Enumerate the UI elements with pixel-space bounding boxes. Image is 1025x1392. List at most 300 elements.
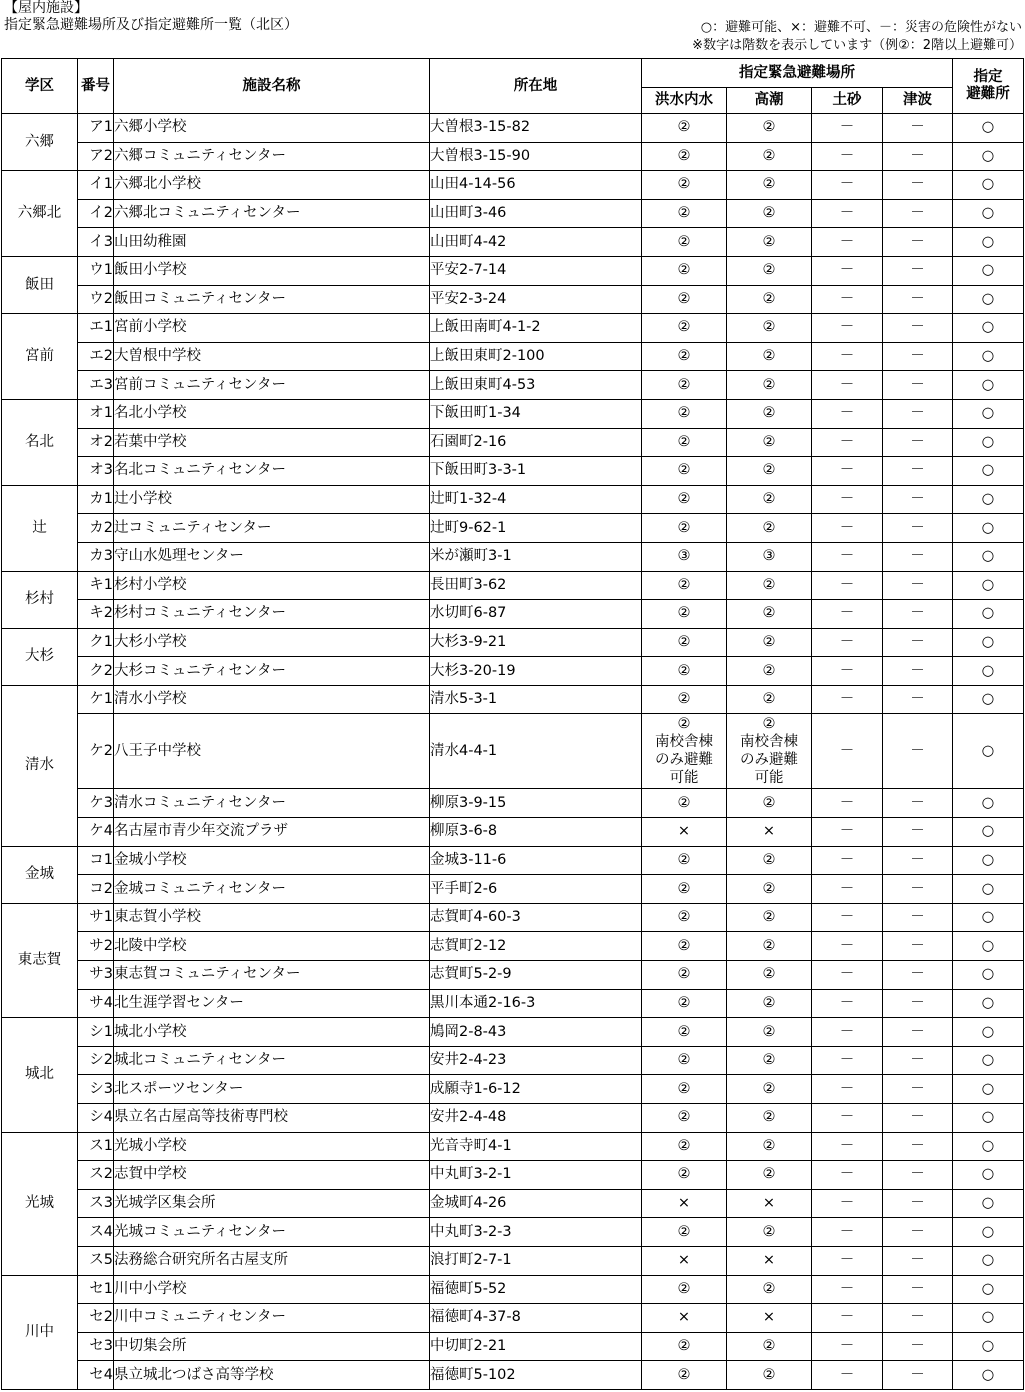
storm-surge-status: × <box>727 1189 812 1218</box>
col-address: 所在地 <box>430 59 642 114</box>
facility-number: カ1 <box>78 485 114 514</box>
flood-status: ② <box>642 314 727 343</box>
table-row <box>2 1304 1024 1333</box>
table-row <box>2 789 1024 818</box>
storm-surge-status: ② <box>727 1161 812 1190</box>
district-cell: 六郷 <box>2 114 78 171</box>
col-landslide: 土砂 <box>812 88 883 114</box>
storm-surge-status: ② <box>727 657 812 686</box>
page-title: 指定緊急避難場所及び指定避難所一覧（北区） <box>4 17 298 33</box>
col-storm-surge: 高潮 <box>727 88 812 114</box>
district-cell: 清水 <box>2 685 78 846</box>
table-row <box>2 1075 1024 1104</box>
facility-name: 宮前小学校 <box>114 314 430 343</box>
flood-status: ② <box>642 457 727 486</box>
storm-surge-status: × <box>727 1246 812 1275</box>
facility-address: 石園町2-16 <box>430 428 642 457</box>
designated-shelter-status: ○ <box>953 846 1024 875</box>
storm-surge-status: ② <box>727 1132 812 1161</box>
facility-number: ウ2 <box>78 285 114 314</box>
section-label: 【屋内施設】 <box>4 0 88 16</box>
landslide-status: － <box>812 789 883 818</box>
table-row <box>2 600 1024 629</box>
facility-number: サ3 <box>78 961 114 990</box>
landslide-status: － <box>812 1161 883 1190</box>
storm-surge-status: ② <box>727 1075 812 1104</box>
facility-address: 水切町6-87 <box>430 600 642 629</box>
table-row <box>2 1361 1024 1390</box>
flood-status: ② <box>642 1046 727 1075</box>
landslide-status: － <box>812 657 883 686</box>
facility-address: 安井2-4-48 <box>430 1104 642 1133</box>
storm-surge-status: ② <box>727 256 812 285</box>
flood-status: ② <box>642 1361 727 1390</box>
designated-shelter-status: ○ <box>953 542 1024 571</box>
landslide-status: － <box>812 1189 883 1218</box>
designated-shelter-status: ○ <box>953 1189 1024 1218</box>
designated-shelter-status: ○ <box>953 1161 1024 1190</box>
col-number: 番号 <box>78 59 114 114</box>
facility-number: シ3 <box>78 1075 114 1104</box>
table-row <box>2 571 1024 600</box>
facility-address: 上飯田東町4-53 <box>430 371 642 400</box>
designated-shelter-status: ○ <box>953 1018 1024 1047</box>
designated-shelter-status: ○ <box>953 961 1024 990</box>
tsunami-status: － <box>883 256 953 285</box>
designated-shelter-status: ○ <box>953 1218 1024 1247</box>
facility-name: 北スポーツセンター <box>114 1075 430 1104</box>
table-row <box>2 256 1024 285</box>
designated-shelter-status: ○ <box>953 1132 1024 1161</box>
table-row <box>2 514 1024 543</box>
table-row <box>2 285 1024 314</box>
table-row <box>2 399 1024 428</box>
facility-number: ク1 <box>78 628 114 657</box>
tsunami-status: － <box>883 1246 953 1275</box>
district-cell: 杉村 <box>2 571 78 628</box>
designated-shelter-status: ○ <box>953 199 1024 228</box>
district-cell: 辻 <box>2 485 78 571</box>
facility-number: サ1 <box>78 903 114 932</box>
tsunami-status: － <box>883 114 953 143</box>
facility-address: 光音寺町4-1 <box>430 1132 642 1161</box>
landslide-status: － <box>812 903 883 932</box>
table-row <box>2 314 1024 343</box>
storm-surge-status: ③ <box>727 542 812 571</box>
landslide-status: － <box>812 1104 883 1133</box>
table-header <box>2 59 1024 114</box>
flood-status: ② <box>642 256 727 285</box>
landslide-status: － <box>812 714 883 789</box>
landslide-status: － <box>812 371 883 400</box>
table-row <box>2 932 1024 961</box>
col-emergency-group: 指定緊急避難場所 <box>642 59 953 88</box>
flood-status: ② <box>642 514 727 543</box>
designated-shelter-status: ○ <box>953 657 1024 686</box>
facility-name: 志賀中学校 <box>114 1161 430 1190</box>
storm-surge-status: ② <box>727 571 812 600</box>
table-row <box>2 342 1024 371</box>
landslide-status: － <box>812 846 883 875</box>
table-row <box>2 1104 1024 1133</box>
facility-name: 光城小学校 <box>114 1132 430 1161</box>
table-row <box>2 875 1024 904</box>
facility-number: サ2 <box>78 932 114 961</box>
facility-name: 杉村コミュニティセンター <box>114 600 430 629</box>
table-row <box>2 903 1024 932</box>
tsunami-status: － <box>883 1018 953 1047</box>
flood-status: × <box>642 1189 727 1218</box>
table-row <box>2 542 1024 571</box>
storm-surge-status: ② <box>727 314 812 343</box>
table-row <box>2 199 1024 228</box>
facility-address: 安井2-4-23 <box>430 1046 642 1075</box>
table-row <box>2 171 1024 200</box>
facility-number: カ2 <box>78 514 114 543</box>
designated-shelter-status: ○ <box>953 1332 1024 1361</box>
facility-address: 鳩岡2-8-43 <box>430 1018 642 1047</box>
facility-number: シ2 <box>78 1046 114 1075</box>
district-cell: 宮前 <box>2 314 78 400</box>
landslide-status: － <box>812 342 883 371</box>
flood-status: ② <box>642 171 727 200</box>
facility-address: 上飯田南町4-1-2 <box>430 314 642 343</box>
flood-status: ② <box>642 1104 727 1133</box>
facility-name: 大杉コミュニティセンター <box>114 657 430 686</box>
district-cell: 金城 <box>2 846 78 903</box>
landslide-status: － <box>812 628 883 657</box>
facility-address: 中切町2-21 <box>430 1332 642 1361</box>
flood-status: ② <box>642 114 727 143</box>
table-row <box>2 371 1024 400</box>
storm-surge-status: ② <box>727 485 812 514</box>
flood-status: ② <box>642 932 727 961</box>
table-row <box>2 989 1024 1018</box>
facility-number: コ2 <box>78 875 114 904</box>
storm-surge-status: × <box>727 1304 812 1333</box>
designated-shelter-status: ○ <box>953 571 1024 600</box>
flood-status: ② <box>642 903 727 932</box>
storm-surge-status: × <box>727 818 812 847</box>
tsunami-status: － <box>883 428 953 457</box>
facility-name: 名北コミュニティセンター <box>114 457 430 486</box>
landslide-status: － <box>812 514 883 543</box>
designated-shelter-status: ○ <box>953 428 1024 457</box>
tsunami-status: － <box>883 789 953 818</box>
landslide-status: － <box>812 600 883 629</box>
col-tsunami: 津波 <box>883 88 953 114</box>
facility-number: キ2 <box>78 600 114 629</box>
table-row <box>2 142 1024 171</box>
facility-number: エ3 <box>78 371 114 400</box>
table-row <box>2 1161 1024 1190</box>
tsunami-status: － <box>883 989 953 1018</box>
table-row <box>2 114 1024 143</box>
landslide-status: － <box>812 989 883 1018</box>
storm-surge-status: ② <box>727 932 812 961</box>
facility-number: セ1 <box>78 1275 114 1304</box>
facility-address: 浪打町2-7-1 <box>430 1246 642 1275</box>
tsunami-status: － <box>883 142 953 171</box>
symbol-legend: ○：避難可能、×：避難不可、－：災害の危険性がない <box>700 20 1022 35</box>
table-row <box>2 657 1024 686</box>
flood-status: ② <box>642 199 727 228</box>
storm-surge-status: ② <box>727 1332 812 1361</box>
facility-address: 下飯田町1-34 <box>430 399 642 428</box>
facility-number: ケ2 <box>78 714 114 789</box>
flood-status: ② <box>642 1275 727 1304</box>
table-body <box>2 114 1024 1390</box>
table-row <box>2 846 1024 875</box>
tsunami-status: － <box>883 485 953 514</box>
district-cell: 東志賀 <box>2 903 78 1017</box>
col-designated: 指定 避難所 <box>953 59 1024 114</box>
facility-number: ス4 <box>78 1218 114 1247</box>
tsunami-status: － <box>883 399 953 428</box>
designated-shelter-status: ○ <box>953 228 1024 257</box>
flood-status: ② <box>642 789 727 818</box>
facility-number: オ1 <box>78 399 114 428</box>
table-row <box>2 628 1024 657</box>
flood-status: ② <box>642 142 727 171</box>
district-cell: 大杉 <box>2 628 78 685</box>
facility-name: 東志賀コミュニティセンター <box>114 961 430 990</box>
facility-name: 守山水処理センター <box>114 542 430 571</box>
facility-address: 中丸町3-2-1 <box>430 1161 642 1190</box>
storm-surge-status: ② <box>727 628 812 657</box>
designated-shelter-status: ○ <box>953 399 1024 428</box>
landslide-status: － <box>812 818 883 847</box>
storm-surge-status: ② <box>727 1104 812 1133</box>
tsunami-status: － <box>883 903 953 932</box>
facility-address: 金城3-11-6 <box>430 846 642 875</box>
table-row <box>2 1218 1024 1247</box>
facility-number: ス3 <box>78 1189 114 1218</box>
designated-shelter-status: ○ <box>953 256 1024 285</box>
tsunami-status: － <box>883 875 953 904</box>
tsunami-status: － <box>883 514 953 543</box>
tsunami-status: － <box>883 600 953 629</box>
landslide-status: － <box>812 1046 883 1075</box>
facility-address: 清水4-4-1 <box>430 714 642 789</box>
facility-name: 飯田小学校 <box>114 256 430 285</box>
designated-shelter-status: ○ <box>953 685 1024 714</box>
tsunami-status: － <box>883 171 953 200</box>
flood-status: ② <box>642 961 727 990</box>
storm-surge-status: ② <box>727 1046 812 1075</box>
flood-status: ② <box>642 1018 727 1047</box>
storm-surge-status: ② <box>727 1018 812 1047</box>
landslide-status: － <box>812 171 883 200</box>
landslide-status: － <box>812 685 883 714</box>
landslide-status: － <box>812 1132 883 1161</box>
landslide-status: － <box>812 932 883 961</box>
floor-note: ※数字は階数を表示しています（例②：2階以上避難可） <box>692 38 1022 53</box>
tsunami-status: － <box>883 1304 953 1333</box>
storm-surge-status: ② <box>727 1218 812 1247</box>
facility-address: 大曽根3-15-82 <box>430 114 642 143</box>
facility-name: 金城小学校 <box>114 846 430 875</box>
landslide-status: － <box>812 1075 883 1104</box>
flood-status: ② <box>642 628 727 657</box>
landslide-status: － <box>812 1304 883 1333</box>
facility-address: 柳原3-6-8 <box>430 818 642 847</box>
facility-number: ア2 <box>78 142 114 171</box>
document-header <box>4 0 298 34</box>
tsunami-status: － <box>883 1218 953 1247</box>
designated-shelter-status: ○ <box>953 714 1024 789</box>
facility-number: ア1 <box>78 114 114 143</box>
tsunami-status: － <box>883 1161 953 1190</box>
flood-status: ② <box>642 228 727 257</box>
designated-shelter-status: ○ <box>953 1304 1024 1333</box>
facility-number: セ3 <box>78 1332 114 1361</box>
facility-name: 城北コミュニティセンター <box>114 1046 430 1075</box>
facility-name: 名古屋市青少年交流プラザ <box>114 818 430 847</box>
tsunami-status: － <box>883 628 953 657</box>
flood-status: ② <box>642 1218 727 1247</box>
tsunami-status: － <box>883 1075 953 1104</box>
facility-name: 清水小学校 <box>114 685 430 714</box>
designated-shelter-status: ○ <box>953 818 1024 847</box>
table-row <box>2 961 1024 990</box>
tsunami-status: － <box>883 571 953 600</box>
storm-surge-status: ② <box>727 199 812 228</box>
tsunami-status: － <box>883 657 953 686</box>
designated-shelter-status: ○ <box>953 171 1024 200</box>
facility-address: 辻町1-32-4 <box>430 485 642 514</box>
facility-address: 平安2-7-14 <box>430 256 642 285</box>
storm-surge-status: ② <box>727 285 812 314</box>
landslide-status: － <box>812 1361 883 1390</box>
facility-address: 福徳町5-52 <box>430 1275 642 1304</box>
facility-number: サ4 <box>78 989 114 1018</box>
tsunami-status: － <box>883 1275 953 1304</box>
table-row <box>2 1189 1024 1218</box>
tsunami-status: － <box>883 228 953 257</box>
facility-number: ス5 <box>78 1246 114 1275</box>
facility-address: 志賀町2-12 <box>430 932 642 961</box>
flood-status: ② <box>642 285 727 314</box>
facility-name: 大杉小学校 <box>114 628 430 657</box>
tsunami-status: － <box>883 846 953 875</box>
designated-shelter-status: ○ <box>953 342 1024 371</box>
landslide-status: － <box>812 428 883 457</box>
facility-number: ケ3 <box>78 789 114 818</box>
facility-address: 辻町9-62-1 <box>430 514 642 543</box>
tsunami-status: － <box>883 932 953 961</box>
facility-address: 志賀町4-60-3 <box>430 903 642 932</box>
landslide-status: － <box>812 1332 883 1361</box>
landslide-status: － <box>812 142 883 171</box>
facility-address: 山田町4-42 <box>430 228 642 257</box>
storm-surge-status: ② <box>727 457 812 486</box>
landslide-status: － <box>812 285 883 314</box>
landslide-status: － <box>812 1218 883 1247</box>
district-cell: 川中 <box>2 1275 78 1389</box>
facility-number: カ3 <box>78 542 114 571</box>
facility-number: シ4 <box>78 1104 114 1133</box>
facility-number: エ1 <box>78 314 114 343</box>
facility-number: エ2 <box>78 342 114 371</box>
facility-name: 城北小学校 <box>114 1018 430 1047</box>
facility-address: 柳原3-9-15 <box>430 789 642 818</box>
flood-status: ② <box>642 371 727 400</box>
facility-name: 光城学区集会所 <box>114 1189 430 1218</box>
facility-number: コ1 <box>78 846 114 875</box>
storm-surge-status: ② <box>727 1275 812 1304</box>
storm-surge-status: ② <box>727 514 812 543</box>
facility-number: ク2 <box>78 657 114 686</box>
facility-number: イ2 <box>78 199 114 228</box>
tsunami-status: － <box>883 1189 953 1218</box>
landslide-status: － <box>812 1275 883 1304</box>
designated-shelter-status: ○ <box>953 142 1024 171</box>
table-row <box>2 1332 1024 1361</box>
flood-status: ② <box>642 846 727 875</box>
facility-address: 黒川本通2-16-3 <box>430 989 642 1018</box>
flood-status: ② 南校舎棟 のみ避難 可能 <box>642 714 727 789</box>
flood-status: ③ <box>642 542 727 571</box>
designated-shelter-status: ○ <box>953 903 1024 932</box>
facility-number: オ2 <box>78 428 114 457</box>
district-cell: 名北 <box>2 399 78 485</box>
designated-shelter-status: ○ <box>953 932 1024 961</box>
flood-status: ② <box>642 685 727 714</box>
facility-address: 下飯田町3-3-1 <box>430 457 642 486</box>
flood-status: ② <box>642 989 727 1018</box>
flood-status: ② <box>642 1075 727 1104</box>
col-facility: 施設名称 <box>114 59 430 114</box>
tsunami-status: － <box>883 1332 953 1361</box>
designated-shelter-status: ○ <box>953 1104 1024 1133</box>
landslide-status: － <box>812 228 883 257</box>
flood-status: ② <box>642 600 727 629</box>
storm-surge-status: ② <box>727 1361 812 1390</box>
landslide-status: － <box>812 485 883 514</box>
facility-number: イ1 <box>78 171 114 200</box>
tsunami-status: － <box>883 1104 953 1133</box>
landslide-status: － <box>812 1018 883 1047</box>
facility-address: 福徳町5-102 <box>430 1361 642 1390</box>
facility-address: 平安2-3-24 <box>430 285 642 314</box>
district-cell: 光城 <box>2 1132 78 1275</box>
facility-number: シ1 <box>78 1018 114 1047</box>
storm-surge-status: ② <box>727 428 812 457</box>
facility-name: 山田幼稚園 <box>114 228 430 257</box>
facility-address: 成願寺1-6-12 <box>430 1075 642 1104</box>
designated-shelter-status: ○ <box>953 285 1024 314</box>
table-row <box>2 1275 1024 1304</box>
landslide-status: － <box>812 256 883 285</box>
table-row <box>2 685 1024 714</box>
tsunami-status: － <box>883 1046 953 1075</box>
facility-number: セ4 <box>78 1361 114 1390</box>
facility-address: 上飯田東町2-100 <box>430 342 642 371</box>
facility-number: セ2 <box>78 1304 114 1333</box>
facility-name: 中切集会所 <box>114 1332 430 1361</box>
tsunami-status: － <box>883 714 953 789</box>
facility-name: 辻小学校 <box>114 485 430 514</box>
tsunami-status: － <box>883 961 953 990</box>
flood-status: × <box>642 1304 727 1333</box>
storm-surge-status: ② <box>727 171 812 200</box>
facility-name: 北生涯学習センター <box>114 989 430 1018</box>
facility-number: ス2 <box>78 1161 114 1190</box>
storm-surge-status: ② <box>727 142 812 171</box>
facility-name: 県立名古屋高等技術専門校 <box>114 1104 430 1133</box>
facility-address: 長田町3-62 <box>430 571 642 600</box>
